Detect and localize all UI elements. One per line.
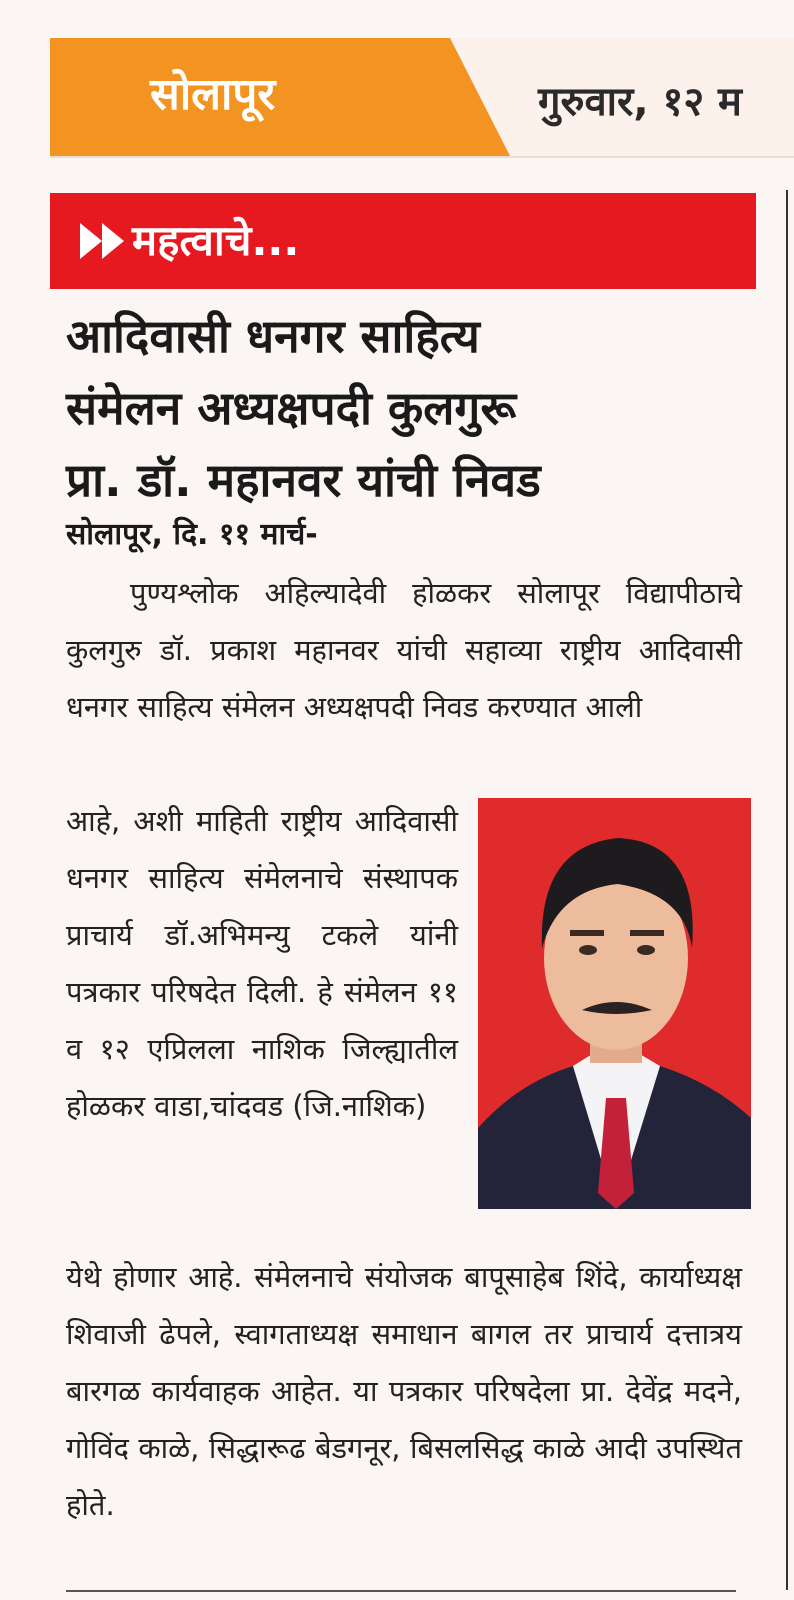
article-headline bbox=[66, 300, 756, 516]
section-banner bbox=[50, 193, 756, 289]
headline-line: संमेलन अध्यक्षपदी कुलगुरू bbox=[66, 381, 517, 435]
headline-line: आदिवासी धनगर साहित्य bbox=[66, 309, 480, 363]
dateline: गुरुवार, १२ म bbox=[538, 79, 742, 125]
byline: सोलापूर, दि. ११ मार्च- bbox=[66, 517, 318, 552]
footer-rule bbox=[66, 1590, 736, 1592]
article-paragraph-bottom bbox=[66, 1249, 742, 1534]
city-name: सोलापूर bbox=[150, 69, 276, 120]
article-paragraph-wrap bbox=[66, 793, 458, 1135]
section-label: महत्वाचे... bbox=[132, 216, 300, 265]
article-paragraph-top bbox=[66, 565, 742, 736]
paragraph-text: येथे होणार आहे. संमेलनाचे संयोजक बापूसाहेब शिंदे, कार्याध्यक्ष शिवाजी ढेपले, स्वागताध्यक्ष समाधान बागल तर प्राचार्य दत्तात्रय बारगळ कार्यवाहक आहेत. या पत्रकार परिषदेला प्रा. देवेंद्र मदने, गोविंद काळे, सिद्धारूढ बेडगनूर, बिसलसिद्ध काळे आदी उपस्थित होते. bbox=[66, 1260, 742, 1522]
portrait-illustration bbox=[478, 798, 751, 1209]
headline-line: प्रा. डॉ. महानवर यांची निवड bbox=[66, 453, 541, 507]
city-tab bbox=[50, 38, 510, 156]
paragraph-text: आहे, अशी माहिती राष्ट्रीय आदिवासी धनगर साहित्य संमेलनाचे संस्थापक प्राचार्य डॉ.अभिमन्यु टकले यांनी पत्रकार परिषदेत दिली. हे संमेलन ११ व १२ एप्रिलला नाशिक जिल्ह्यातील होळकर वाडा,चांदवड (जि.नाशिक) bbox=[66, 804, 458, 1123]
double-play-arrow-icon bbox=[80, 221, 126, 261]
paragraph-text: पुण्यश्लोक अहिल्यादेवी होळकर सोलापूर विद्यापीठाचे कुलगुरु डॉ. प्रकाश महानवर यांची सहाव्या राष्ट्रीय आदिवासी धनगर साहित्य संमेलन अध्यक्षपदी निवड करण्यात आली bbox=[66, 576, 742, 724]
column-rule bbox=[786, 190, 788, 1590]
portrait-photo bbox=[478, 798, 751, 1209]
